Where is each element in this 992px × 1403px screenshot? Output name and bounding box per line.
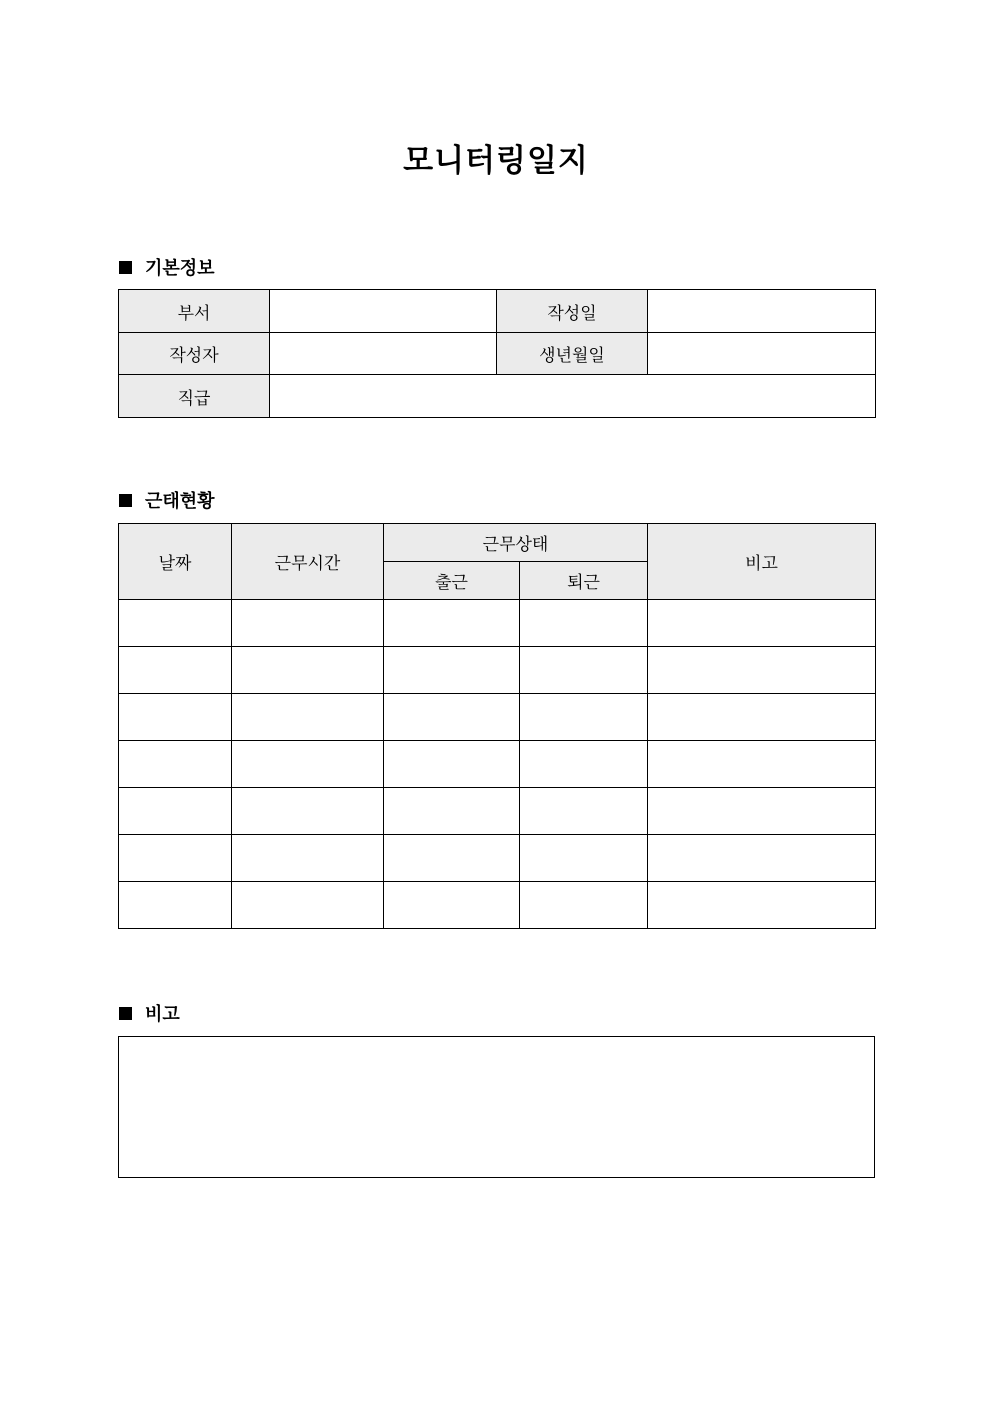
clock-in-column-header: 출근 <box>384 562 520 600</box>
clock-in-cell[interactable] <box>384 788 520 835</box>
date-written-field[interactable] <box>648 290 876 333</box>
clock-out-cell[interactable] <box>520 600 648 647</box>
basic-info-heading <box>119 254 215 280</box>
date-cell[interactable] <box>119 882 232 929</box>
date-cell[interactable] <box>119 600 232 647</box>
basic-info-row <box>119 333 876 375</box>
attendance-heading-text: 근태현황 <box>145 491 215 512</box>
basic-info-row <box>119 375 876 418</box>
attendance-row <box>119 600 876 647</box>
work-status-column-header: 근무상태 <box>384 524 648 562</box>
date-cell[interactable] <box>119 694 232 741</box>
clock-in-cell[interactable] <box>384 600 520 647</box>
work-hours-cell[interactable] <box>232 741 384 788</box>
remarks-cell[interactable] <box>648 835 876 882</box>
date-cell[interactable] <box>119 788 232 835</box>
attendance-table <box>118 523 876 929</box>
clock-out-cell[interactable] <box>520 694 648 741</box>
birthdate-label: 생년월일 <box>497 333 648 375</box>
clock-out-cell[interactable] <box>520 882 648 929</box>
remarks-cell[interactable] <box>648 882 876 929</box>
work-hours-cell[interactable] <box>232 600 384 647</box>
remarks-cell[interactable] <box>648 647 876 694</box>
clock-out-cell[interactable] <box>520 835 648 882</box>
work-hours-column-header: 근무시간 <box>232 524 384 600</box>
remarks-heading-text: 비고 <box>145 1004 180 1025</box>
remarks-cell[interactable] <box>648 788 876 835</box>
position-field[interactable] <box>270 375 876 418</box>
attendance-row <box>119 647 876 694</box>
clock-out-cell[interactable] <box>520 647 648 694</box>
position-label: 직급 <box>119 375 270 418</box>
square-bullet-icon <box>119 494 132 507</box>
clock-out-column-header: 퇴근 <box>520 562 648 600</box>
remarks-textbox[interactable] <box>118 1036 875 1178</box>
work-hours-cell[interactable] <box>232 788 384 835</box>
work-hours-cell[interactable] <box>232 835 384 882</box>
attendance-header-row <box>119 524 876 562</box>
clock-in-cell[interactable] <box>384 741 520 788</box>
square-bullet-icon <box>119 261 132 274</box>
clock-out-cell[interactable] <box>520 788 648 835</box>
basic-info-table <box>118 289 876 418</box>
clock-in-cell[interactable] <box>384 647 520 694</box>
date-cell[interactable] <box>119 741 232 788</box>
work-hours-cell[interactable] <box>232 694 384 741</box>
square-bullet-icon <box>119 1007 132 1020</box>
author-field[interactable] <box>270 333 497 375</box>
clock-in-cell[interactable] <box>384 694 520 741</box>
date-cell[interactable] <box>119 647 232 694</box>
attendance-row <box>119 788 876 835</box>
basic-info-row <box>119 290 876 333</box>
attendance-row <box>119 741 876 788</box>
remarks-column-header: 비고 <box>648 524 876 600</box>
document-title: 모니터링일지 <box>403 143 589 179</box>
remarks-cell[interactable] <box>648 694 876 741</box>
remarks-heading <box>119 1000 180 1026</box>
date-written-label: 작성일 <box>497 290 648 333</box>
clock-out-cell[interactable] <box>520 741 648 788</box>
remarks-cell[interactable] <box>648 600 876 647</box>
department-field[interactable] <box>270 290 497 333</box>
attendance-row <box>119 835 876 882</box>
attendance-heading <box>119 487 215 513</box>
department-label: 부서 <box>119 290 270 333</box>
attendance-row <box>119 694 876 741</box>
birthdate-field[interactable] <box>648 333 876 375</box>
author-label: 작성자 <box>119 333 270 375</box>
work-hours-cell[interactable] <box>232 647 384 694</box>
basic-info-heading-text: 기본정보 <box>145 258 215 279</box>
attendance-row <box>119 882 876 929</box>
clock-in-cell[interactable] <box>384 835 520 882</box>
remarks-cell[interactable] <box>648 741 876 788</box>
clock-in-cell[interactable] <box>384 882 520 929</box>
work-hours-cell[interactable] <box>232 882 384 929</box>
date-column-header: 날짜 <box>119 524 232 600</box>
date-cell[interactable] <box>119 835 232 882</box>
